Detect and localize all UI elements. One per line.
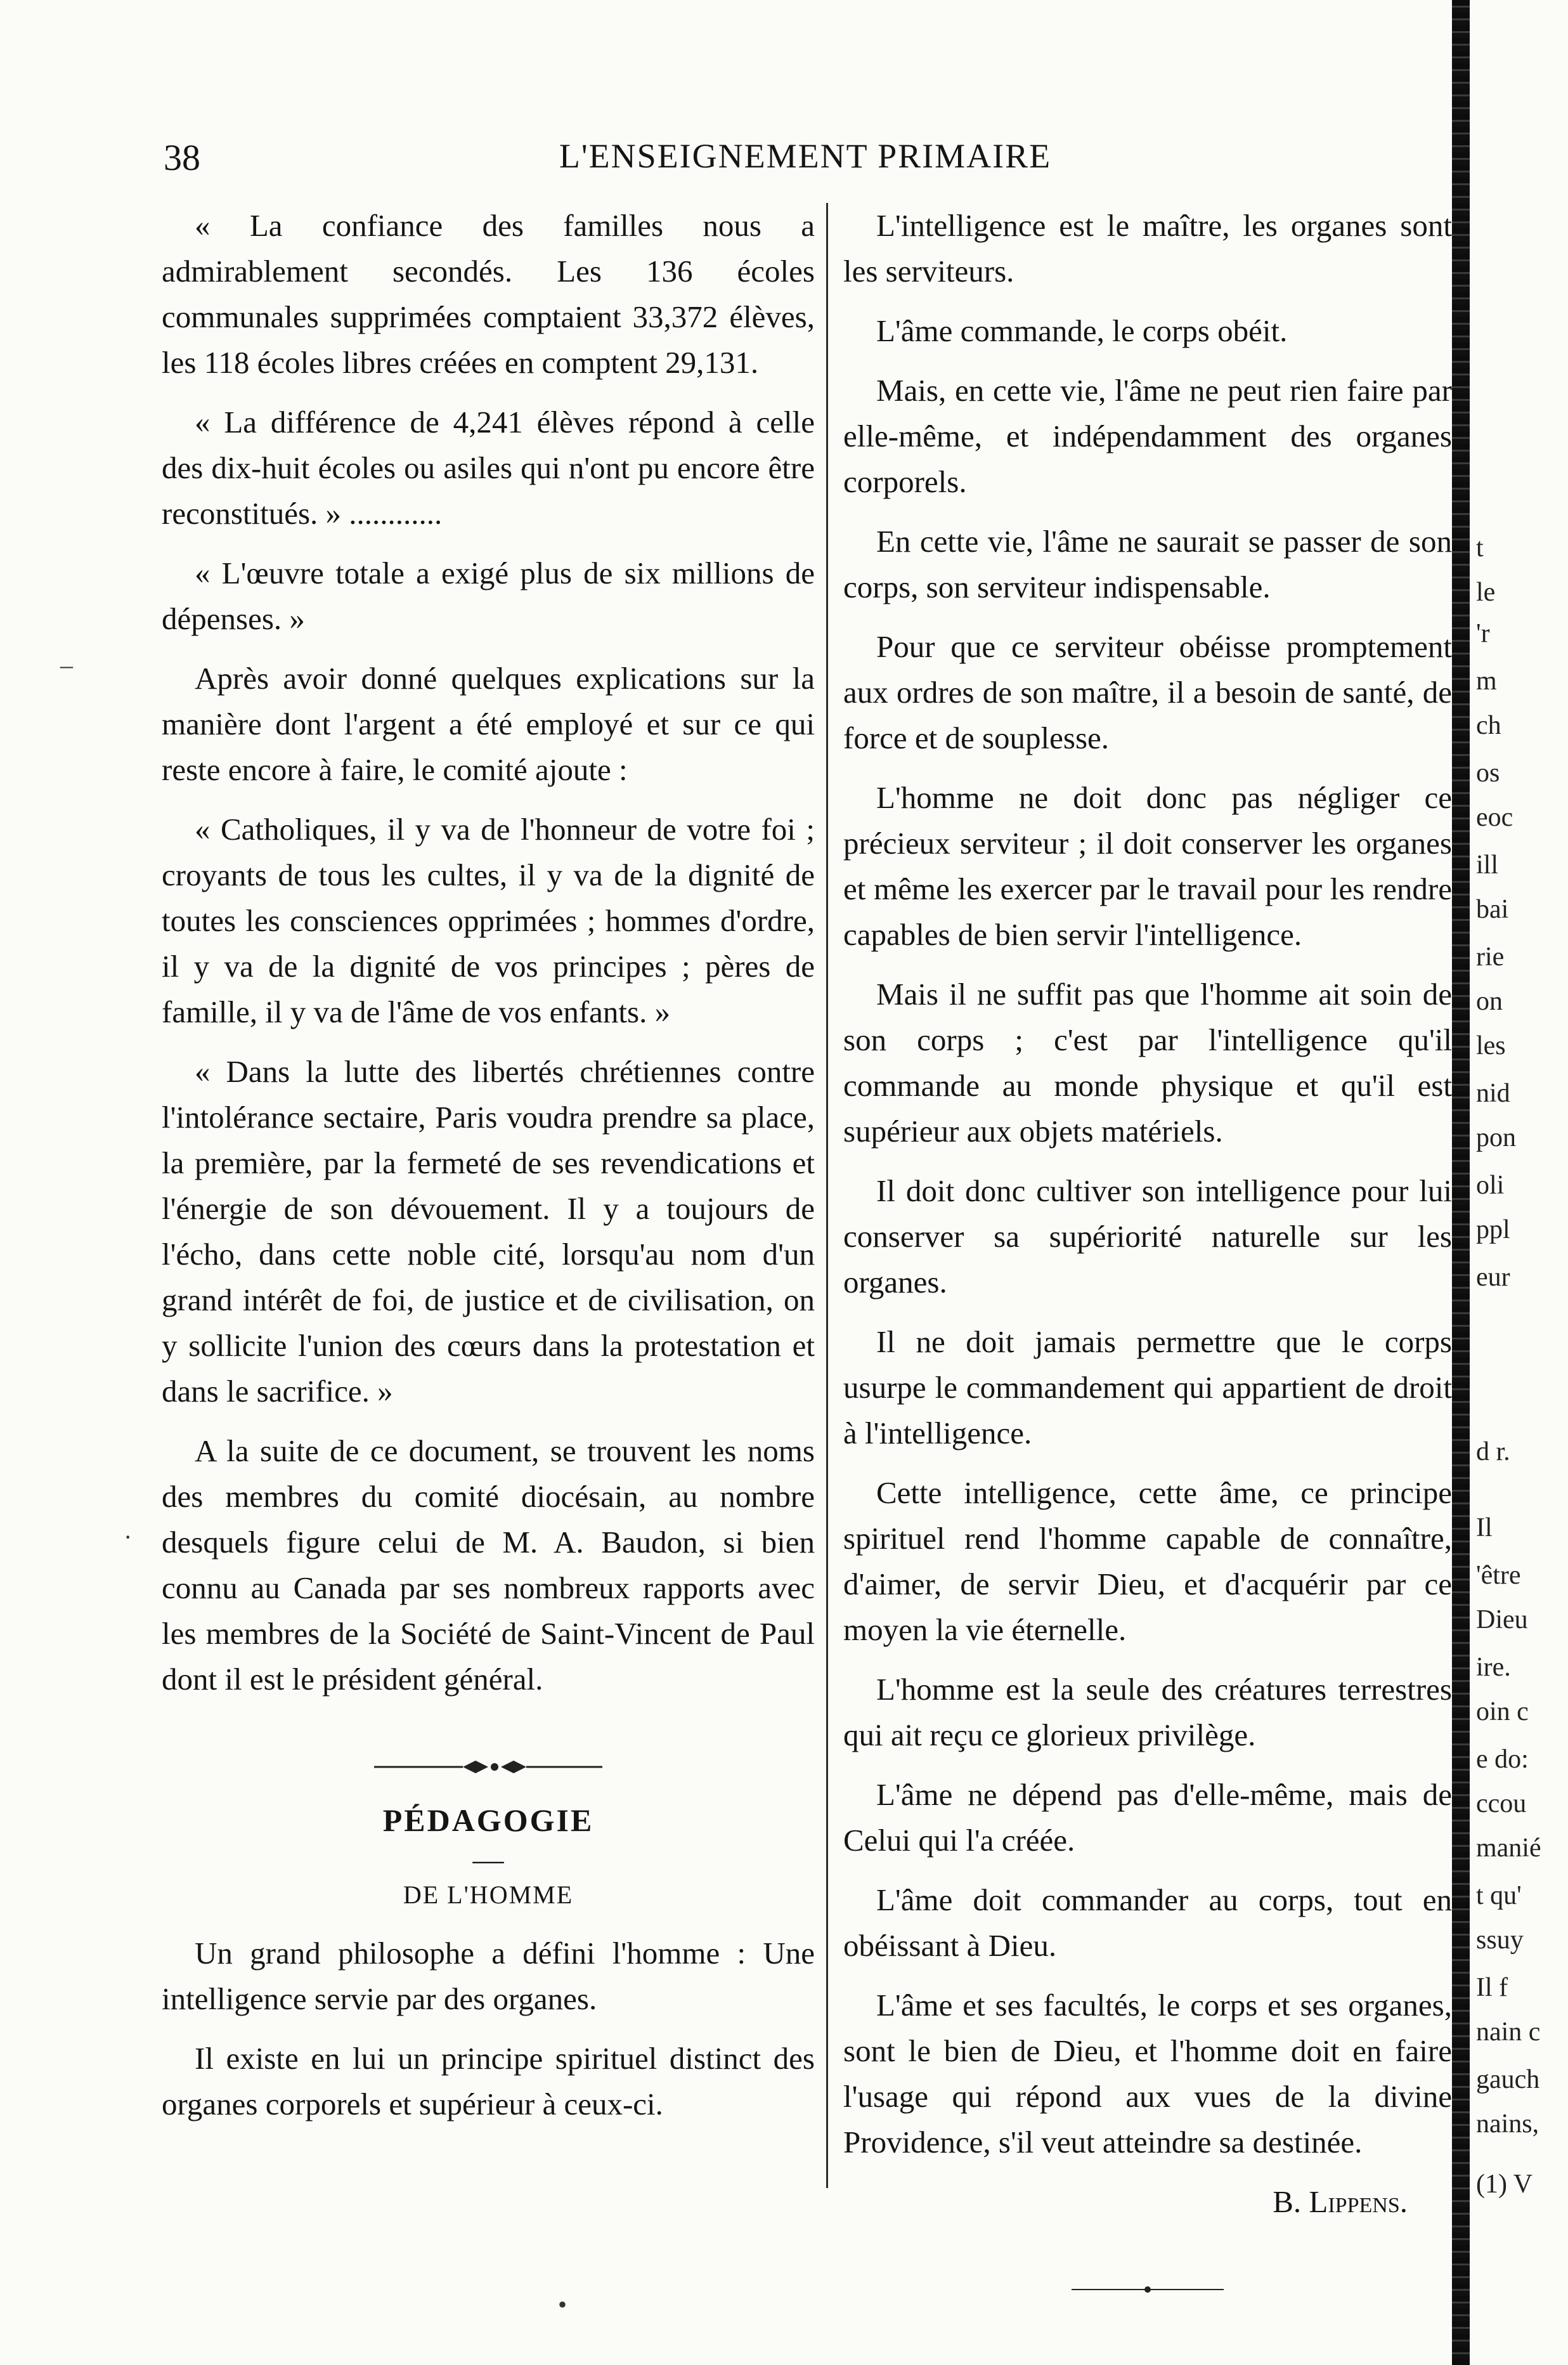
ornament-icon xyxy=(368,1754,609,1780)
paragraph: Après avoir donné quelques explications sur la manière dont l'argent a été employé et sur ce qui reste encore à faire, le comité ajoute : xyxy=(162,661,815,787)
next-page-fragment: eur xyxy=(1476,1263,1510,1292)
paragraph: Pour que ce serviteur obéisse promptement aux ordres de son maître, il a besoin de santé, de force et de souplesse. xyxy=(843,629,1452,755)
next-page-fragment: rie xyxy=(1476,942,1505,972)
ornamental-divider xyxy=(162,1747,815,1772)
next-page-fragment: nain c xyxy=(1476,2017,1541,2047)
scan-speck: – xyxy=(60,651,73,679)
next-page-fragment: os xyxy=(1476,759,1500,788)
next-page-fragment: pon xyxy=(1476,1123,1516,1152)
next-page-fragment: t xyxy=(1476,533,1484,563)
running-title: L'ENSEIGNEMENT PRIMAIRE xyxy=(559,137,1052,175)
paragraph: L'âme commande, le corps obéit. xyxy=(876,313,1288,348)
next-page-fragment: oin c xyxy=(1476,1697,1529,1726)
paragraph: L'homme ne doit donc pas négliger ce précieux serviteur ; il doit conserver les organes et même les exercer par le travail pour les rendre capables de bien servir l'intelligence. xyxy=(843,780,1452,952)
next-page-fragment: (1) V xyxy=(1476,2170,1533,2199)
next-page-fragment: t qu' xyxy=(1476,1881,1522,1910)
next-page-fragment: nid xyxy=(1476,1079,1510,1108)
next-page-fragment: ire. xyxy=(1476,1653,1511,1682)
paragraph: Mais, en cette vie, l'âme ne peut rien faire par elle-même, et indépendamment des organes corporels. xyxy=(843,373,1452,499)
paragraph: « Dans la lutte des libertés chrétiennes contre l'intolérance sectaire, Paris voudra prendre sa place, la première, par la fermeté de ses revendications et l'énergie de son dévouement. Il y a toujours de l'écho, dans cette noble cité, lorsqu'au nom d'un grand intérêt de foi, de justice et de civilisation, on y sollicite l'union des cœurs dans la protestation et dans le sacrifice. » xyxy=(162,1054,815,1409)
paragraph: L'âme et ses facultés, le corps et ses organes, sont le bien de Dieu, et l'homme doit en faire l'usage qui répond aux vues de la divine Providence, s'il veut atteindre sa destinée. xyxy=(843,1988,1452,2160)
scan-speck: · xyxy=(124,1523,133,1551)
column-rule xyxy=(826,203,828,2188)
next-page-fragment: e do: xyxy=(1476,1745,1529,1774)
end-divider xyxy=(843,2263,1452,2282)
paragraph: Un grand philosophe a défini l'homme : Une intelligence servie par des organes. xyxy=(162,1936,815,2016)
paragraph: L'intelligence est le maître, les organes sont les serviteurs. xyxy=(843,208,1452,289)
section-subtitle: DE L'HOMME xyxy=(403,1880,574,1909)
scan-speck: • xyxy=(558,2290,567,2319)
next-page-fragment: le xyxy=(1476,578,1496,607)
paragraph: Il ne doit jamais permettre que le corps usurpe le commandement qui appartient de droit à l'intelligence. xyxy=(843,1324,1452,1450)
next-page-fragment: 'r xyxy=(1476,619,1490,648)
next-page-fragment: eoc xyxy=(1476,803,1513,832)
author-signature: B. Lippens. xyxy=(1273,2184,1408,2219)
next-page-edge xyxy=(1471,0,1568,2365)
paragraph: Il doit donc cultiver son intelligence pour lui conserver sa supériorité naturelle sur les organes. xyxy=(843,1173,1452,1300)
paragraph: « La confiance des familles nous a admirablement secondés. Les 136 écoles communales supprimées comptaient 33,372 élèves, les 118 écoles libres créées en comptent 29,131. xyxy=(162,208,815,380)
next-page-fragment: ch xyxy=(1476,711,1501,740)
next-page-fragment: 'être xyxy=(1476,1561,1521,1590)
paragraph: L'âme doit commander au corps, tout en obéissant à Dieu. xyxy=(843,1882,1452,1963)
next-page-fragment: ssuy xyxy=(1476,1925,1524,1955)
section-title: PÉDAGOGIE xyxy=(382,1802,594,1838)
next-page-fragment: d r. xyxy=(1476,1437,1510,1466)
next-page-fragment: Il xyxy=(1476,1513,1493,1542)
right-column xyxy=(843,203,1452,2282)
next-page-fragment: on xyxy=(1476,987,1503,1016)
next-page-fragment: Dieu xyxy=(1476,1605,1528,1634)
paragraph: Il existe en lui un principe spirituel distinct des organes corporels et supérieur à ceux-ci. xyxy=(162,2041,815,2121)
left-column xyxy=(162,203,815,2141)
next-page-fragment: oli xyxy=(1476,1171,1505,1200)
end-rule-icon xyxy=(1065,2283,1230,2296)
paragraph: « Catholiques, il y va de l'honneur de votre foi ; croyants de tous les cultes, il y va de la dignité de toutes les consciences opprimées ; hommes d'ordre, il y va de la dignité de vos principes ; pères de famille, il y va de l'âme de vos enfants. » xyxy=(162,812,815,1029)
next-page-fragment: ppl xyxy=(1476,1215,1510,1244)
page-number: 38 xyxy=(164,137,200,178)
page-header xyxy=(159,136,1452,181)
paragraph: A la suite de ce document, se trouvent les noms des membres du comité diocésain, au nombre desquels figure celui de M. A. Baudon, si bien connu au Canada par ses nombreux rapports avec les membres de la Société de Saint-Vincent de Paul dont il est le président général. xyxy=(162,1433,815,1697)
paragraph: L'homme est la seule des créatures terrestres qui ait reçu ce glorieux privilège. xyxy=(843,1672,1452,1752)
next-page-fragment: les xyxy=(1476,1031,1506,1060)
next-page-fragment: ill xyxy=(1476,850,1499,880)
paragraph: En cette vie, l'âme ne saurait se passer de son corps, son serviteur indispensable. xyxy=(843,524,1452,604)
paragraph: « L'œuvre totale a exigé plus de six millions de dépenses. » xyxy=(162,556,815,636)
next-page-fragment: nains, xyxy=(1476,2109,1539,2139)
next-page-fragment: Il f xyxy=(1476,1973,1508,2002)
paragraph: Mais il ne suffit pas que l'homme ait soin de son corps ; c'est par l'intelligence qu'il commande au monde physique et qu'il est supérieur aux objets matériels. xyxy=(843,977,1452,1149)
section-dash: — xyxy=(472,1842,504,1877)
binding-shadow xyxy=(1452,0,1470,2365)
next-page-fragment: gauch xyxy=(1476,2065,1540,2094)
next-page-fragment: ccou xyxy=(1476,1789,1527,1818)
paragraph: L'âme ne dépend pas d'elle-même, mais de Celui qui l'a créée. xyxy=(843,1777,1452,1858)
paragraph: « La différence de 4,241 élèves répond à celle des dix-huit écoles ou asiles qui n'ont pu encore être reconstitués. » ............ xyxy=(162,405,815,531)
next-page-fragment: bai xyxy=(1476,895,1509,924)
next-page-fragment: m xyxy=(1476,667,1497,696)
paragraph: Cette intelligence, cette âme, ce principe spirituel rend l'homme capable de connaître, d'aimer, de servir Dieu, et d'acquérir par ce moyen la vie éternelle. xyxy=(843,1475,1452,1647)
next-page-fragment: manié xyxy=(1476,1834,1541,1863)
